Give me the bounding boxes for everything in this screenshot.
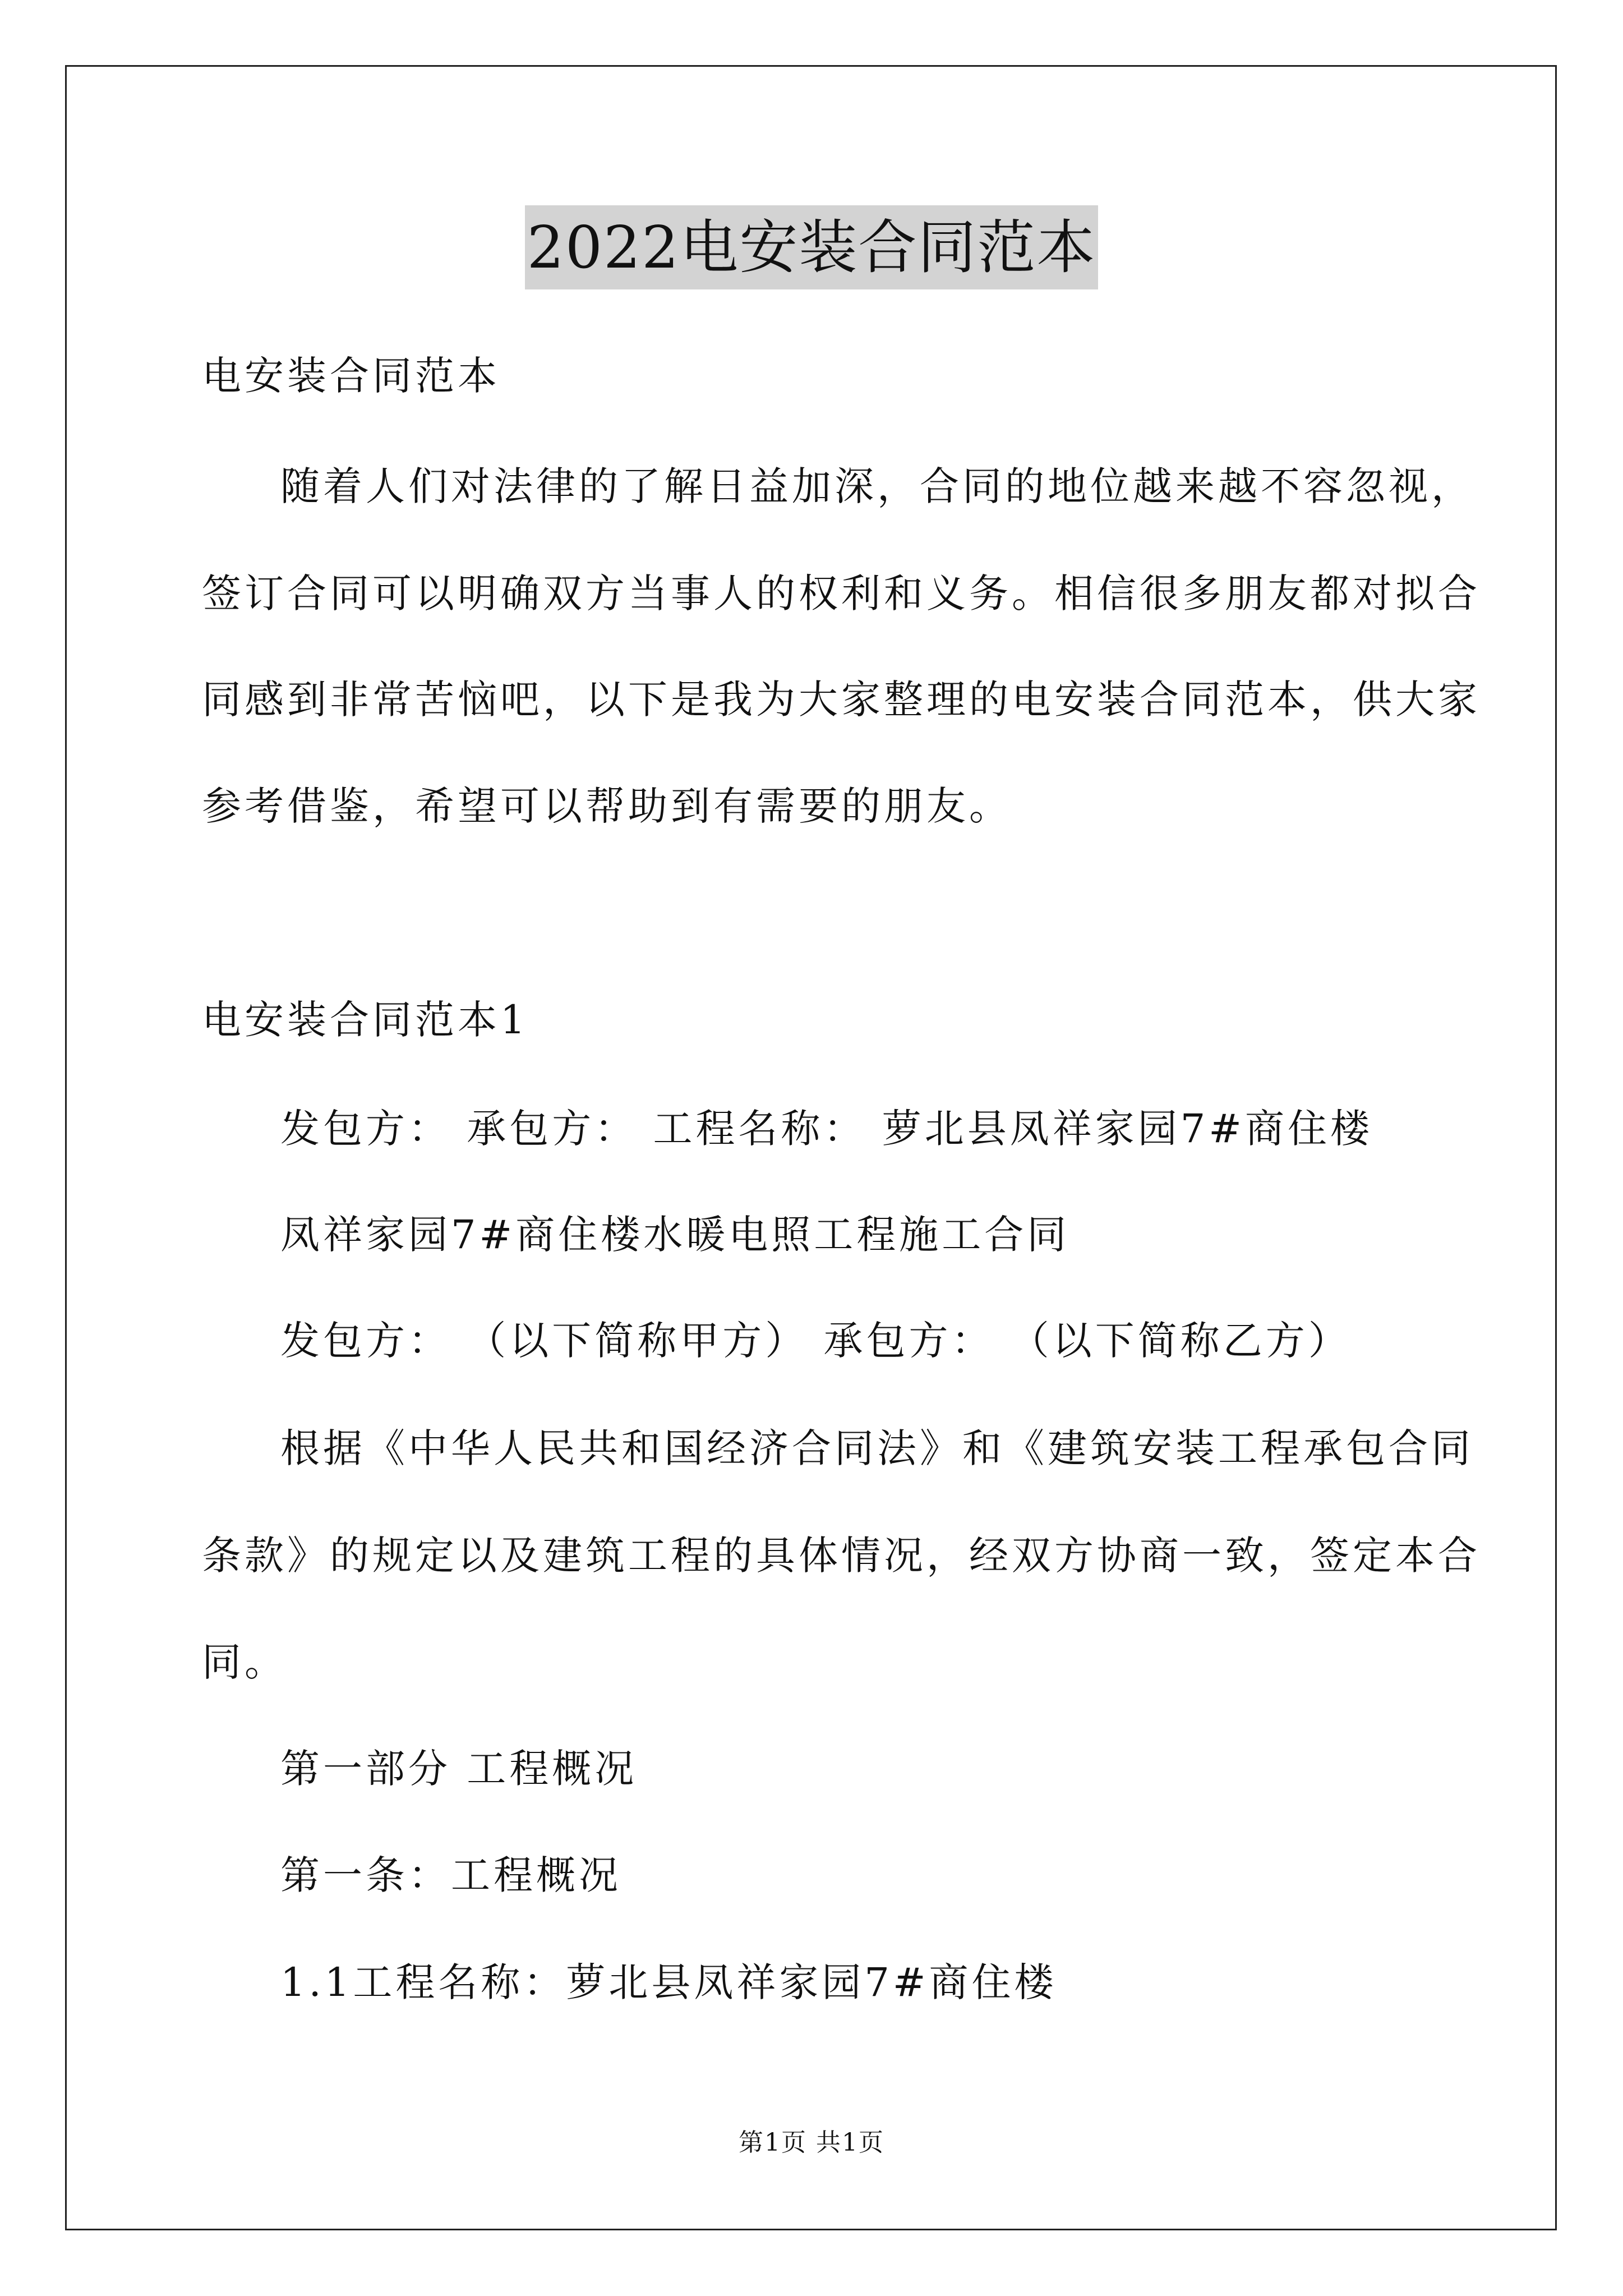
paragraph-line: 凤祥家园7#商住楼水暖电照工程施工合同: [280, 1212, 1070, 1258]
paragraph-line: 同感到非常苦恼吧，以下是我为大家整理的电安装合同范本，供大家: [202, 677, 1481, 723]
section-heading: 电安装合同范本: [202, 353, 500, 399]
title-container: [0, 205, 1623, 289]
paragraph-line: 1.1工程名称：萝北县凤祥家园7#商住楼: [280, 1959, 1057, 2005]
paragraph-line: 发包方： （以下简称甲方） 承包方： （以下简称乙方）: [280, 1318, 1351, 1364]
paragraph-line: 第一部分 工程概况: [280, 1746, 638, 1792]
paragraph-line: 参考借鉴，希望可以帮助到有需要的朋友。: [202, 783, 1012, 829]
document-title: 2022电安装合同范本: [525, 205, 1099, 289]
paragraph-line: 第一条：工程概况: [280, 1852, 621, 1898]
paragraph-line: 条款》的规定以及建筑工程的具体情况，经双方协商一致，签定本合: [202, 1533, 1481, 1579]
paragraph-line: 签订合同可以明确双方当事人的权利和义务。相信很多朋友都对拟合: [202, 570, 1481, 616]
paragraph-line: 随着人们对法律的了解日益加深，合同的地位越来越不容忽视，: [280, 463, 1474, 509]
paragraph-line: 同。: [202, 1639, 287, 1685]
page-footer: 第1页 共1页: [739, 2128, 884, 2157]
section-heading: 电安装合同范本1: [202, 997, 529, 1043]
paragraph-line: 根据《中华人民共和国经济合同法》和《建筑安装工程承包合同: [280, 1425, 1474, 1471]
paragraph-line: 发包方： 承包方： 工程名称： 萝北县凤祥家园7#商住楼: [280, 1106, 1373, 1152]
